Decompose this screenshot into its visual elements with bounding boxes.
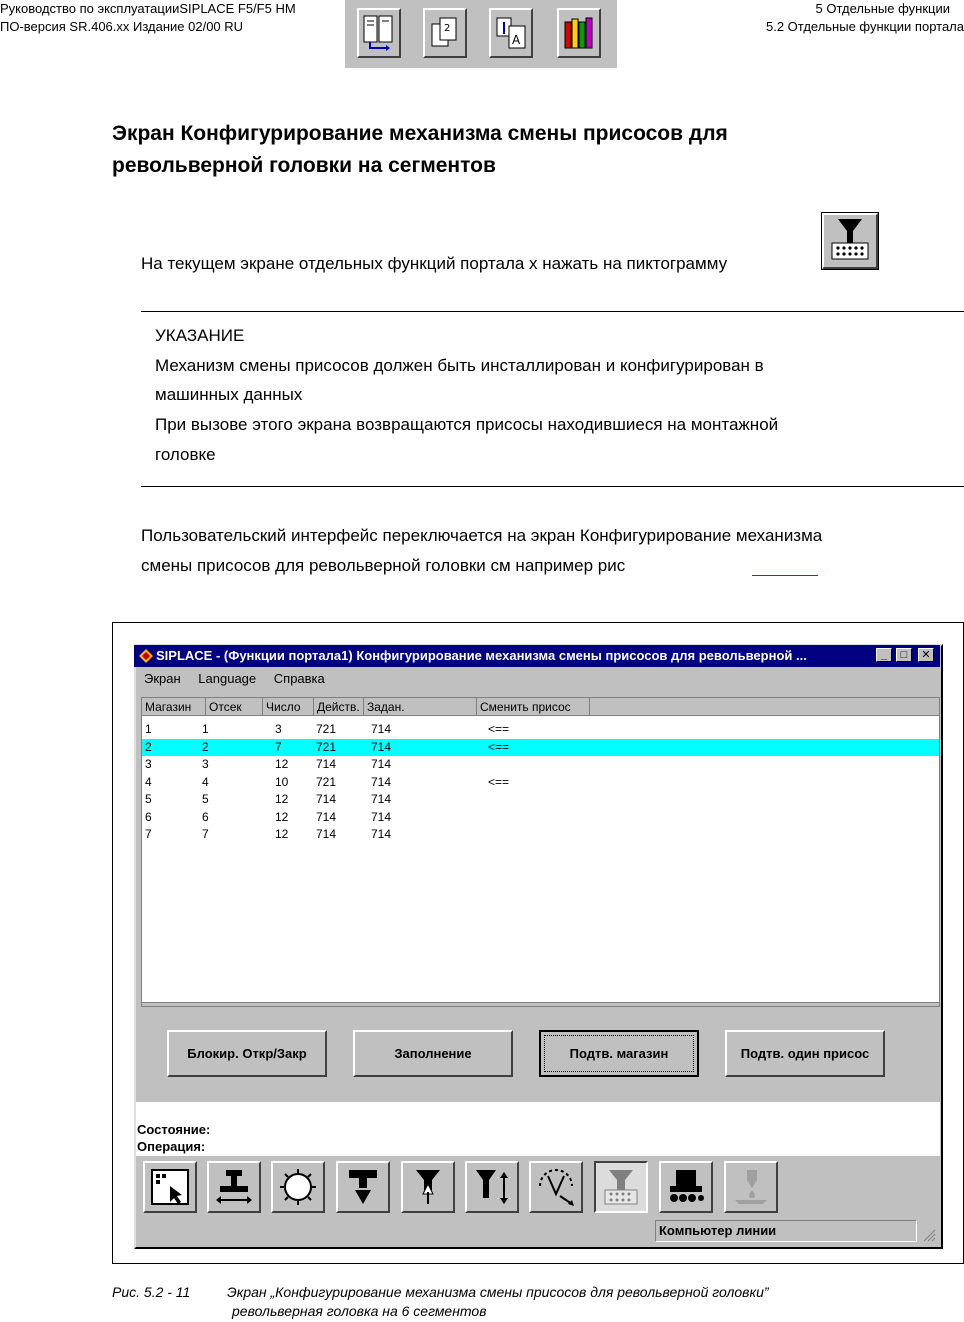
nozzle-height-icon[interactable] (465, 1161, 519, 1213)
table-cell-magazine: 1 (145, 722, 152, 736)
column-header-empty (590, 698, 939, 716)
table-cell-magazine: 7 (145, 827, 152, 841)
table-cell-count: 7 (275, 739, 282, 754)
status-panel (136, 1102, 940, 1156)
table-cell-count: 12 (275, 792, 289, 806)
menu-bar (136, 668, 339, 690)
result-line-2: смены присосов для револьверной головки см например рис (141, 556, 626, 575)
rotation-icon[interactable] (529, 1161, 583, 1213)
table-cell-bay: 2 (202, 739, 209, 754)
table-row[interactable] (142, 739, 939, 756)
table-cell-actual: 714 (316, 809, 337, 824)
confirm-one-nozzle-button[interactable]: Подтв. один присос (725, 1030, 885, 1077)
operation-label: Операция: (137, 1139, 206, 1154)
conveyor-width-icon[interactable] (207, 1161, 261, 1213)
fill-button[interactable]: Заполнение (353, 1030, 513, 1077)
svg-text:2: 2 (444, 23, 451, 34)
column-header-magazine[interactable]: Магазин (142, 698, 206, 716)
table-row[interactable] (142, 809, 939, 826)
column-header-change[interactable]: Сменить присос (477, 698, 590, 716)
select-cursor-icon[interactable] (143, 1161, 197, 1213)
nozzle-up-icon[interactable] (401, 1161, 455, 1213)
lock-button[interactable]: Блокир. Откр/Закр (167, 1030, 327, 1077)
pages-icon[interactable] (423, 8, 467, 58)
column-header-bay[interactable]: Отсек (206, 698, 263, 716)
table-cell-set: 714 (371, 827, 392, 841)
instruction-text: На текущем экране отдельных функций портала х нажать на пиктограмму (141, 254, 728, 273)
table-cell-bay: 5 (202, 792, 209, 806)
table-cell-set: 714 (371, 739, 392, 754)
table-cell-actual: 721 (316, 774, 337, 789)
table-cell-count: 3 (275, 722, 282, 736)
table-cell-magazine: 4 (145, 774, 152, 789)
table-cell-count: 12 (275, 827, 289, 841)
divider-top (141, 311, 964, 312)
table-of-contents-icon[interactable] (357, 8, 401, 58)
page-title (112, 118, 892, 182)
page-title-line2: револьверной головки на сегментов (112, 154, 496, 177)
table-cell-set: 714 (371, 757, 392, 771)
menu-help[interactable]: Справка (273, 671, 325, 686)
note-line-1: Механизм смены присосов должен быть инсталлирован и конфигурирован в (155, 356, 764, 375)
table-cell-actual: 714 (316, 757, 337, 771)
status-label: Состояние: (137, 1122, 211, 1137)
header-chapter: 5 Отдельные функции (815, 1, 950, 16)
note-line-3: При вызове этого экрана возвращаются присосы находившиеся на монтажной (155, 415, 779, 434)
header-version: ПО-версия SR.406.xx Издание 02/00 RU (0, 19, 244, 34)
note-line-2: машинных данных (155, 385, 303, 404)
note-heading: УКАЗАНИЕ (155, 326, 245, 345)
svg-text:A: A (512, 33, 521, 47)
table-cell-change: <== (488, 722, 510, 736)
figure-reference-link[interactable] (752, 575, 818, 576)
table-cell-count: 12 (275, 757, 289, 771)
feeder-table-icon[interactable] (659, 1161, 713, 1213)
table-cell-count: 10 (275, 774, 289, 789)
table-cell-magazine: 3 (145, 757, 152, 771)
note-line-4: головке (155, 445, 216, 464)
table-cell-set: 714 (371, 809, 392, 824)
page-title-line1: Экран Конфигурирование механизма смены присосов для (112, 122, 728, 145)
header-section: 5.2 Отдельные функции портала (766, 19, 964, 34)
table-cell-change: <== (488, 739, 510, 754)
window-titlebar (134, 645, 940, 667)
divider-bottom (141, 486, 964, 487)
table-row[interactable] (142, 774, 939, 791)
index-icon[interactable] (489, 8, 533, 58)
resize-grip-icon[interactable] (922, 1228, 936, 1242)
caption-line-2: револьверная головка на 6 сегментов (232, 1303, 487, 1319)
table-bottom-border (142, 1002, 939, 1007)
column-header-actual[interactable]: Действ. (314, 698, 364, 716)
table-cell-set: 714 (371, 722, 392, 736)
table-row[interactable] (142, 756, 939, 773)
app-logo-icon (138, 648, 154, 664)
nozzle-changer-icon (822, 213, 878, 269)
table-cell-bay: 3 (202, 757, 209, 771)
table-cell-bay: 4 (202, 774, 209, 789)
table-row[interactable] (142, 826, 939, 843)
table-cell-count: 12 (275, 809, 289, 824)
result-line-1: Пользовательский интерфейс переключается на экран Конфигурирование механизма (141, 526, 823, 545)
minimize-button[interactable]: _ (876, 648, 892, 662)
revolver-head-icon[interactable] (271, 1161, 325, 1213)
table-cell-magazine: 5 (145, 792, 152, 806)
table-cell-actual: 714 (316, 827, 337, 841)
table-cell-actual: 721 (316, 739, 337, 754)
confirm-magazine-button[interactable]: Подтв. магазин (539, 1030, 699, 1077)
books-icon[interactable] (557, 8, 601, 58)
column-header-count[interactable]: Число (263, 698, 314, 716)
table-cell-magazine: 6 (145, 809, 152, 824)
table-cell-bay: 1 (202, 722, 209, 736)
menu-screen[interactable]: Экран (144, 671, 181, 686)
table-cell-actual: 714 (316, 792, 337, 806)
nozzle-table (141, 697, 940, 1007)
table-cell-bay: 7 (202, 827, 209, 841)
nozzle-changer-button[interactable] (594, 1161, 648, 1213)
caption-number: Рис. 5.2 - 11 (112, 1284, 191, 1300)
caption-line-1: Экран „Конфигурирование механизма смены присосов для револьверной головки” (227, 1284, 769, 1300)
menu-language[interactable]: Language (198, 671, 257, 686)
table-cell-actual: 721 (316, 722, 337, 736)
table-cell-bay: 6 (202, 809, 209, 824)
maximize-button[interactable]: □ (896, 648, 912, 662)
header-manual-title: Руководство по эксплуатацииSIPLACE F5/F5 HM (0, 1, 296, 16)
navigation-toolbar (345, 0, 617, 68)
table-cell-set: 714 (371, 792, 392, 806)
nozzle-down-icon[interactable] (336, 1161, 390, 1213)
glue-dispenser-icon[interactable] (724, 1161, 778, 1213)
statusbar-line-computer: Компьютер линии (655, 1220, 917, 1242)
column-header-set[interactable]: Задан. (364, 698, 477, 716)
table-row[interactable] (142, 721, 939, 738)
table-cell-change: <== (488, 774, 510, 789)
close-button[interactable]: ✕ (918, 648, 934, 662)
table-row[interactable] (142, 791, 939, 808)
table-cell-magazine: 2 (145, 739, 152, 754)
window-title: SIPLACE - (Функции портала1) Конфигурирование механизма смены присосов для револьверной ... (156, 648, 807, 663)
table-cell-set: 714 (371, 774, 392, 789)
